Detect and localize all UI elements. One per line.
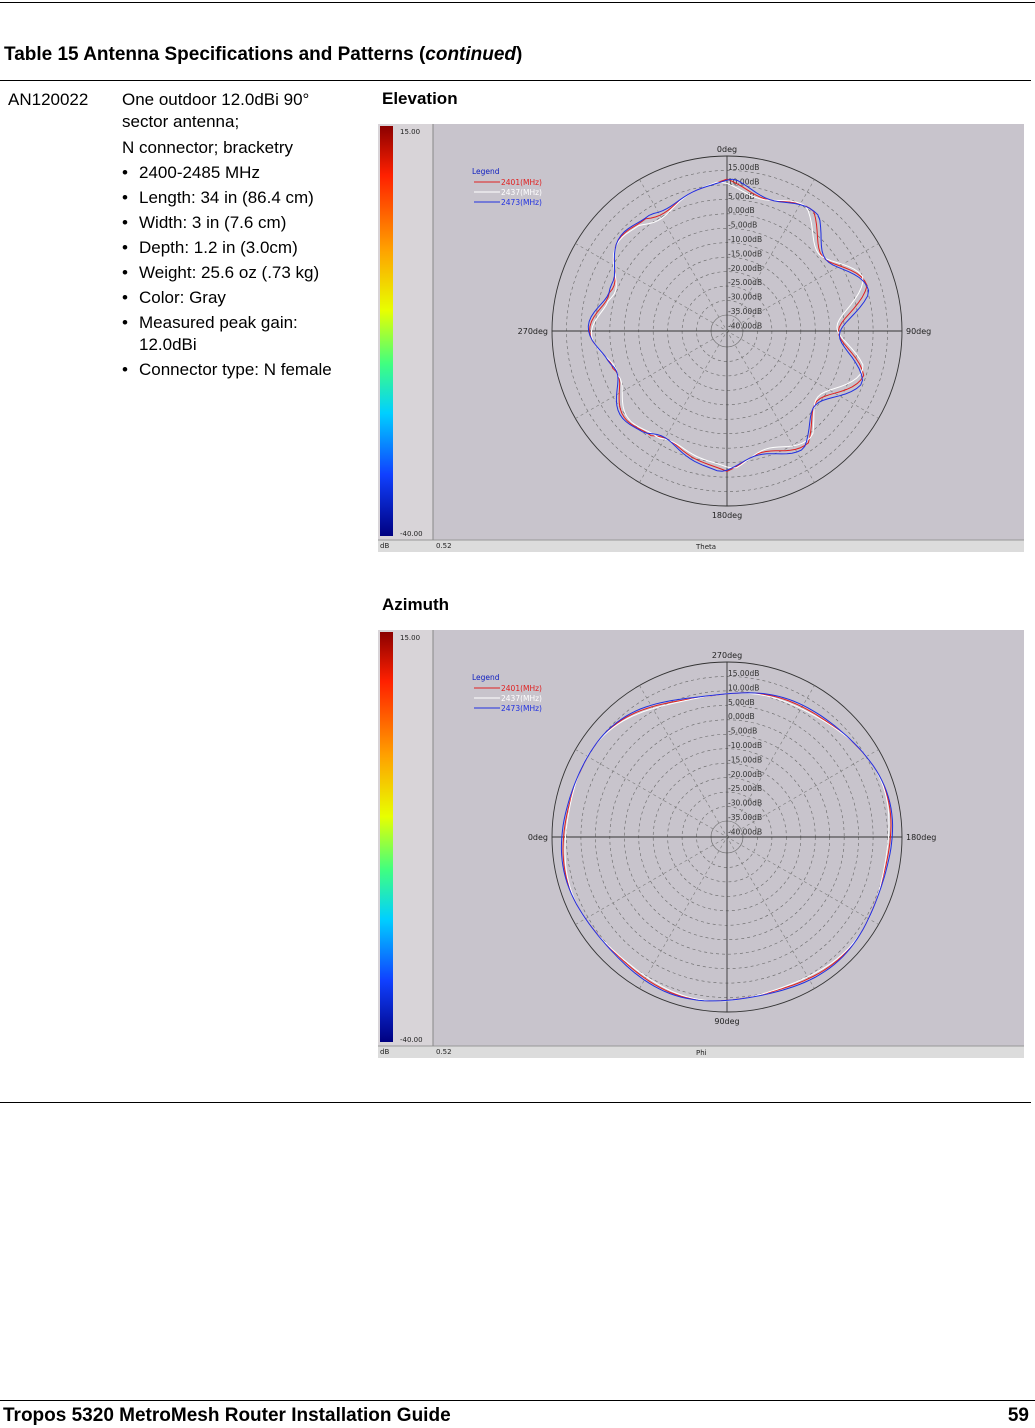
spec-item: • Depth: 1.2 in (3.0cm) — [122, 237, 374, 259]
ring-label: -25.00dB — [728, 278, 763, 288]
ring-label: -25.00dB — [728, 784, 763, 794]
unit-label: dB — [380, 542, 390, 550]
ring-label: -10.00dB — [728, 235, 763, 244]
ring-label: 0.00dB — [728, 206, 755, 216]
axis-label: Phi — [696, 1049, 707, 1057]
ring-label: 15.00dB — [728, 163, 760, 172]
ring-label: -10.00dB — [728, 741, 763, 750]
legend-label: 2401(MHz) — [501, 684, 542, 693]
angle-label-left: 270deg — [517, 327, 548, 336]
table-title: Table 15 Antenna Specifications and Patterns (continued) — [4, 44, 523, 65]
elevation-plot — [378, 124, 1024, 552]
ring-label: -15.00dB — [728, 755, 763, 765]
angle-label-left: 0deg — [527, 833, 548, 842]
value-label: 0.52 — [436, 1048, 452, 1056]
legend-label: 2437(MHz) — [501, 188, 542, 197]
azimuth-heading: Azimuth — [382, 595, 450, 614]
spec-item: • Color: Gray — [122, 287, 374, 309]
ring-label: -20.00dB — [728, 769, 763, 779]
elevation-heading: Elevation — [382, 89, 458, 108]
angle-label-top: 270deg — [711, 651, 743, 660]
table-header-rule — [0, 80, 1031, 81]
angle-label-bottom: 90deg — [714, 1017, 740, 1026]
legend-label: 2473(MHz) — [501, 198, 542, 207]
legend-label: 2437(MHz) — [501, 694, 542, 703]
spec-item: • 2400-2485 MHz — [122, 162, 374, 184]
footer-rule — [0, 1400, 1035, 1401]
description-line1: One outdoor 12.0dBi 90° sector antenna; — [122, 90, 310, 131]
ring-label: -30.00dB — [728, 292, 763, 302]
spec-list — [122, 162, 374, 384]
scale-min-label: -40.00 — [400, 1036, 423, 1044]
azimuth-chart — [378, 630, 1024, 1058]
spec-item: • Length: 34 in (86.4 cm) — [122, 187, 374, 209]
angle-label-right: 90deg — [906, 327, 932, 336]
top-rule — [0, 2, 1035, 3]
value-label: 0.52 — [436, 542, 452, 550]
ring-label: -40.00dB — [728, 321, 763, 331]
spec-item: • Weight: 25.6 oz (.73 kg) — [122, 262, 374, 284]
azimuth-plot — [378, 630, 1024, 1058]
angle-label-top: 0deg — [716, 145, 738, 154]
ring-label: -5.00dB — [728, 220, 758, 230]
ring-label: 10.00dB — [728, 683, 760, 693]
angle-label-right: 180deg — [906, 833, 937, 842]
ring-label: -15.00dB — [728, 249, 763, 259]
spec-item: • Measured peak gain: 12.0dBi — [122, 312, 339, 356]
ring-label: -30.00dB — [728, 798, 763, 808]
table-bottom-rule — [0, 1102, 1031, 1103]
legend-title: Legend — [472, 673, 500, 682]
color-scale-bar — [380, 632, 393, 1042]
ring-label: -40.00dB — [728, 827, 763, 837]
plot-background — [378, 630, 1024, 1058]
angle-label-bottom: 180deg — [711, 511, 743, 520]
scale-max-label: 15.00 — [400, 634, 421, 642]
legend-label: 2473(MHz) — [501, 704, 542, 713]
page-number: 59 — [1007, 1405, 1029, 1426]
scale-min-label: -40.00 — [400, 530, 423, 538]
ring-label: -5.00dB — [728, 726, 758, 736]
scale-max-label: 15.00 — [400, 128, 421, 136]
part-number: AN120022 — [8, 90, 89, 109]
spec-item: • Width: 3 in (7.6 cm) — [122, 212, 374, 234]
axis-label: Theta — [696, 543, 717, 551]
description-line2: N connector; bracketry — [122, 138, 294, 157]
legend-label: 2401(MHz) — [501, 178, 542, 187]
ring-label: 5.00dB — [728, 191, 755, 201]
footer-title: Tropos 5320 MetroMesh Router Installation Guide — [3, 1405, 451, 1426]
ring-label: -35.00dB — [728, 307, 763, 316]
elevation-chart — [378, 124, 1024, 552]
ring-label: 5.00dB — [728, 697, 755, 707]
ring-label: 0.00dB — [728, 712, 755, 722]
ring-label: 15.00dB — [728, 669, 760, 678]
legend-title: Legend — [472, 167, 500, 176]
ring-label: 10.00dB — [728, 177, 760, 187]
ring-label: -35.00dB — [728, 813, 763, 822]
unit-label: dB — [380, 1048, 390, 1056]
color-scale-bar — [380, 126, 393, 536]
ring-label: -20.00dB — [728, 263, 763, 273]
spec-item: • Connector type: N female — [122, 359, 374, 381]
